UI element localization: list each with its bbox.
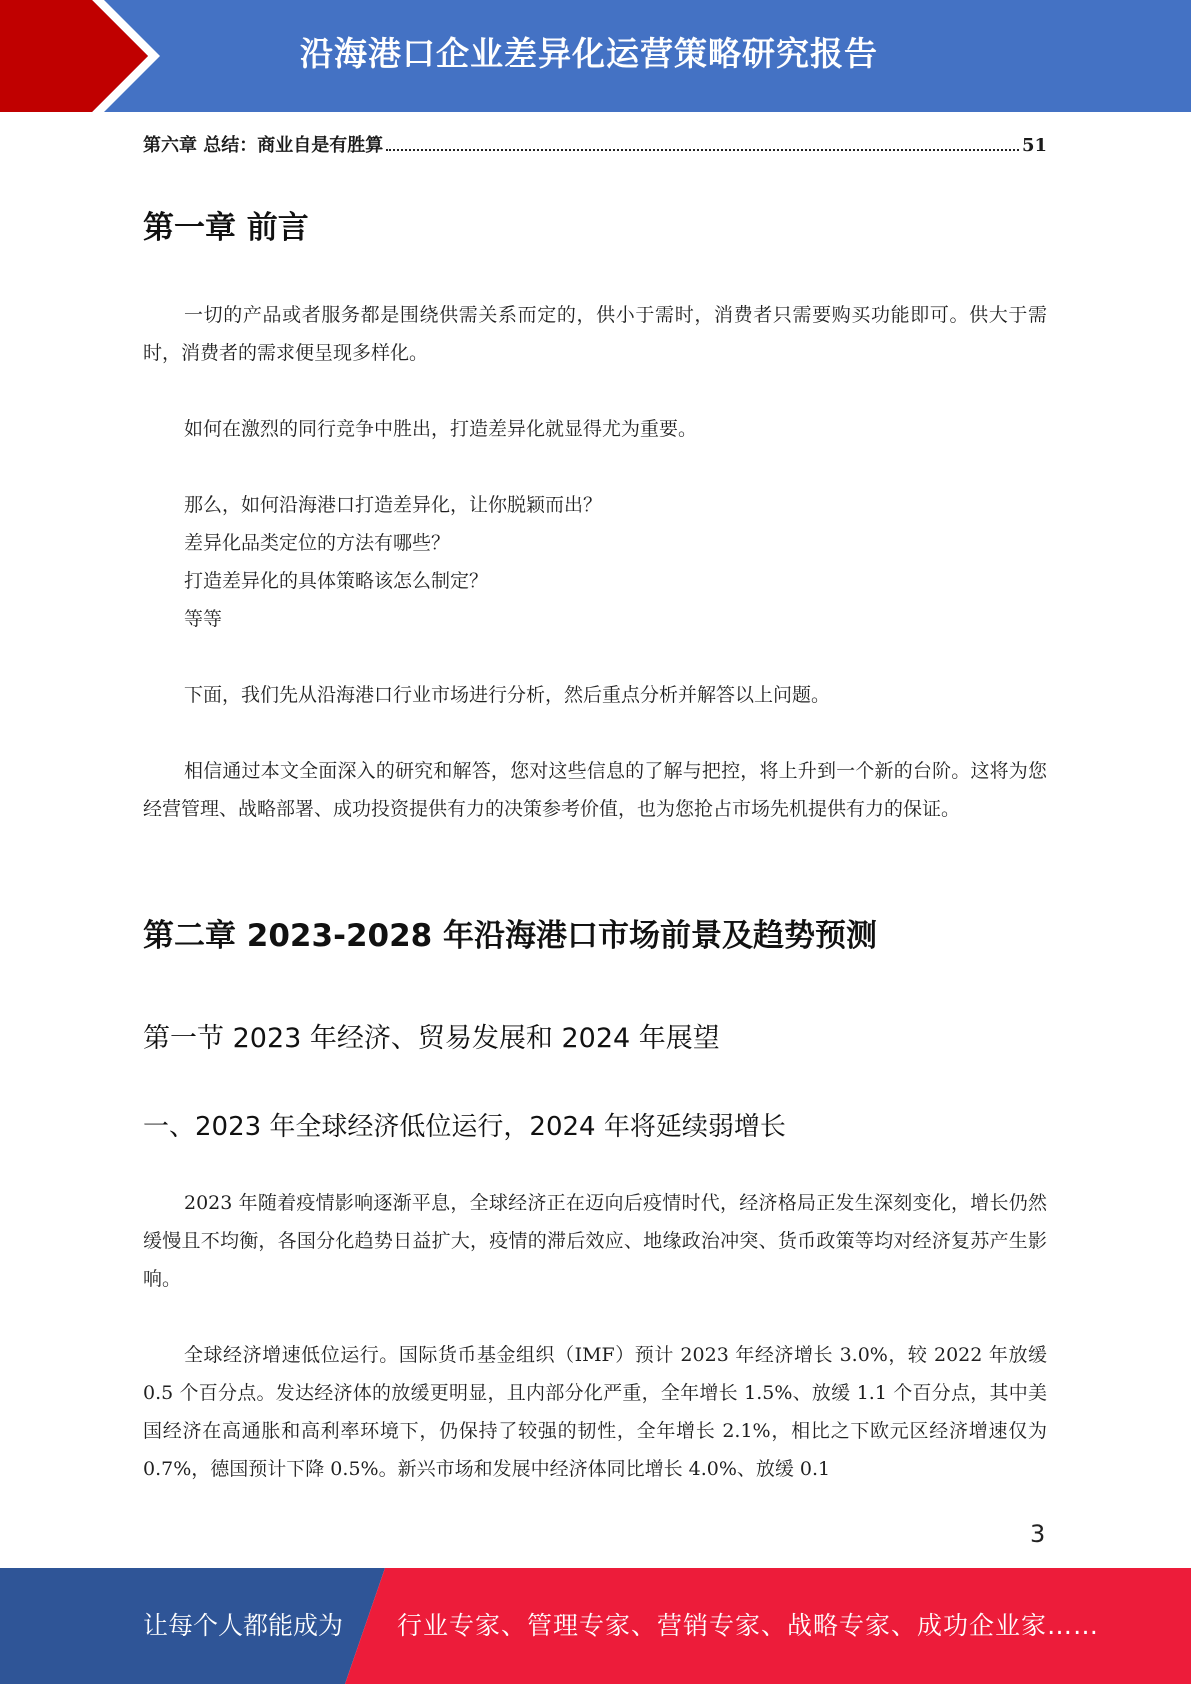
question-item: 那么，如何沿海港口打造差异化，让你脱颖而出？ — [184, 494, 603, 516]
chapter-2-heading: 第二章 2023-2028 年沿海港口市场前景及趋势预测 — [143, 918, 878, 954]
section-1-heading: 第一节 2023 年经济、贸易发展和 2024 年展望 — [143, 1023, 720, 1054]
chapter-1-heading: 第一章 前言 — [143, 210, 309, 246]
paragraph: 下面，我们先从沿海港口行业市场进行分析，然后重点分析并解答以上问题。 — [184, 684, 831, 706]
paragraph: 一切的产品或者服务都是围绕供需关系而定的，供小于需时，消费者只需要购买功能即可。供大于需时，消费者的需求便呈现多样化。 — [143, 304, 1047, 364]
report-title: 沿海港口企业差异化运营策略研究报告 — [300, 34, 878, 73]
paragraph: 全球经济增速低位运行。国际货币基金组织（IMF）预计 2023 年经济增长 3.0%，较 2022 年放缓 0.5 个百分点。发达经济体的放缓更明显，且内部分化严重，全年增长 1.5%、放缓 1.1 个百分点，其中美国经济在高通胀和高利率环境下，仍保持了较强的韧性，全年增长 2.1%，相比之下欧元区经济增速仅为 0.7%，德国预计下降 0.5%。新兴市场和发展中经济体同比增长 4.0%、放缓 0.1 — [143, 1344, 1047, 1480]
question-item: 等等 — [184, 608, 223, 630]
question-item: 差异化品类定位的方法有哪些？ — [184, 532, 451, 554]
subsection-1-heading: 一、2023 年全球经济低位运行，2024 年将延续弱增长 — [143, 1112, 786, 1142]
footer-slogan-left: 让每个人都能成为 — [143, 1611, 344, 1640]
paragraph: 2023 年随着疫情影响逐渐平息，全球经济正在迈向后疫情时代，经济格局正发生深刻变化，增长仍然缓慢且不均衡，各国分化趋势日益扩大，疫情的滞后效应、地缘政治冲突、货币政策等均对经济复苏产生影响。 — [143, 1192, 1047, 1290]
paragraph: 相信通过本文全面深入的研究和解答，您对这些信息的了解与把控，将上升到一个新的台阶。这将为您经营管理、战略部署、成功投资提供有力的决策参考价值，也为您抢占市场先机提供有力的保证。 — [143, 760, 1047, 820]
toc-leader-dots — [386, 132, 1019, 151]
toc-entry-page: 51 — [1021, 135, 1047, 156]
page-footer — [0, 1568, 1191, 1684]
page-number: 3 — [1030, 1520, 1046, 1548]
toc-entry-label: 第六章 总结：商业自是有胜算 — [143, 135, 384, 156]
page-header — [0, 0, 1191, 112]
paragraph: 如何在激烈的同行竞争中胜出，打造差异化就显得尤为重要。 — [184, 418, 698, 440]
footer-slogan-right: 行业专家、管理专家、营销专家、战略专家、成功企业家…… — [397, 1611, 1100, 1640]
toc-entry[interactable] — [143, 131, 1047, 159]
question-item: 打造差异化的具体策略该怎么制定？ — [184, 570, 489, 592]
